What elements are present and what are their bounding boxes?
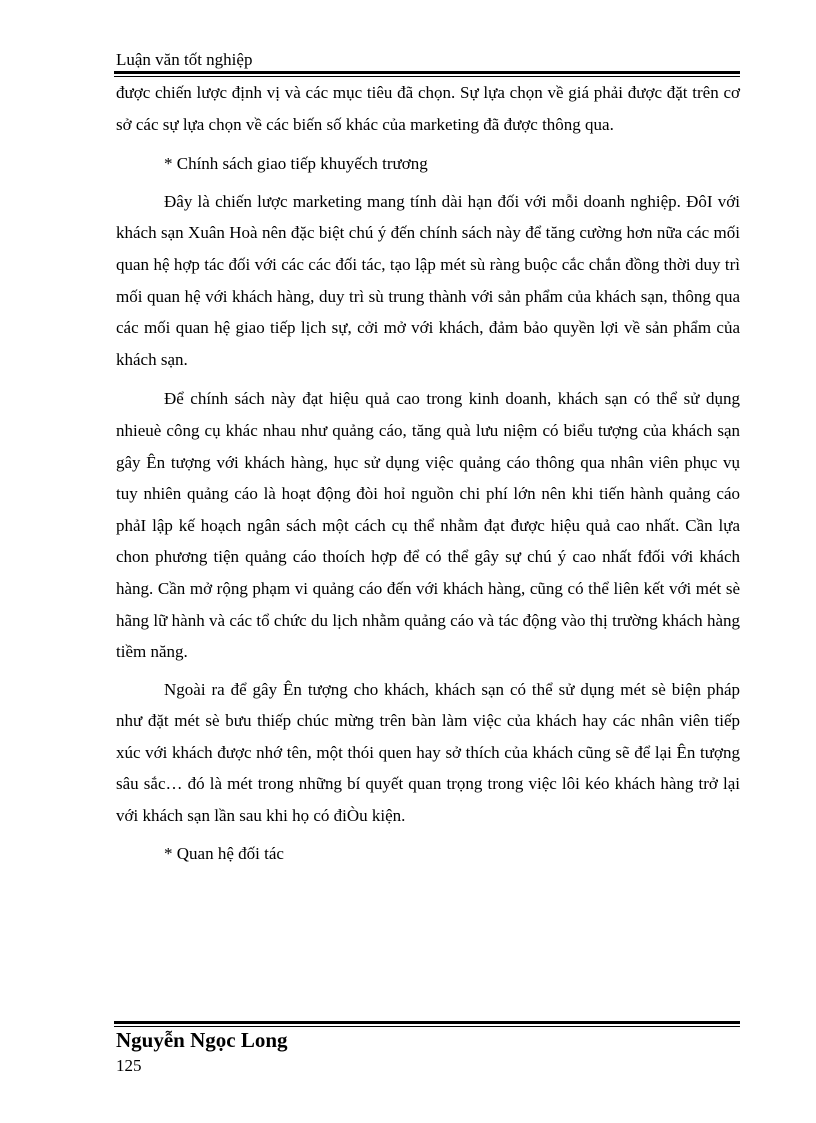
- section-heading-promotion-policy: * Chính sách giao tiếp khuyếch trương: [164, 154, 428, 174]
- page-number: 125: [116, 1056, 142, 1075]
- header-rule-thick: [114, 71, 740, 74]
- page-header-title: Luận văn tốt nghiệp: [116, 50, 253, 69]
- document-body: [116, 77, 740, 869]
- paragraph-advertising: Để chính sách này đạt hiệu quả cao trong kinh doanh, khách sạn có thể sử dụng nhieuè công cụ khác nhau như quảng cáo, tăng quà lưu niệm có biểu tượng của khách sạn gây Ên tượng với khách hàng, hục sử dụng việc quảng cáo thông qua nhân viên phục vụ tuy nhiên quảng cáo là hoạt động đòi hoỉ nguồn chi phí lớn nên khi tiến hành quảng cáo phảI lập kế hoạch ngân sách một cách cụ thể nhằm đạt được hiệu quả cao nhất. Cần lựa chon phương tiện quảng cáo thoích hợp để có thể gây sự chú ý cao nhất fđối với khách hàng. Cần mở rộng phạm vi quảng cáo đến với khách hàng, cũng có thể liên kết với mét sè hãng lữ hành và các tổ chức du lịch nhằm quảng cáo và tác động vào thị trường khách hàng tiềm năng.: [116, 389, 740, 662]
- footer-rule-thick: [114, 1021, 740, 1024]
- section-heading-partner-relations: * Quan hệ đối tác: [164, 843, 284, 863]
- paragraph-promotion-strategy: Đây là chiến lược marketing mang tính dài hạn đối với mỗi doanh nghiệp. ĐôI với khách sạn Xuân Hoà nên đặc biệt chú ý đến chính sách này để tăng cường hơn nữa các mối quan hệ hợp tác đối với các các đối tác, tạo lập mét sù ràng buộc cắc chắn đồng thời duy trì mối quan hệ với khách hàng, duy trì sù trung thành với sản phẩm của khách sạn, thông qua các mối quan hệ giao tiếp lịch sự, cởi mở với khách, đảm bảo quyền lợi về sản phẩm của khách sạn.: [116, 191, 740, 369]
- footer-rule-thin: [114, 1026, 740, 1027]
- footer-author-name: Nguyễn Ngọc Long: [116, 1028, 288, 1052]
- paragraph-impression: Ngoài ra để gây Ên tượng cho khách, khách sạn có thể sử dụng mét sè biện pháp như đặt mét sè bưu thiếp chúc mừng trên bàn làm việc của khách hay các nhân viên tiếp xúc với khách được nhớ tên, một thói quen hay sở thích của khách cũng sẽ để lại Ên tượng sâu sắc… đó là mét trong những bí quyết quan trọng trong việc lôi kéo khách hàng trở lại với khách sạn lần sau khi họ có điÒu kiện.: [116, 679, 740, 826]
- paragraph-continuation: được chiến lược định vị và các mục tiêu đã chọn. Sự lựa chọn về giá phải được đặt trên cơ sở các sự lựa chọn về các biến số khác của marketing đã được thông qua.: [116, 83, 740, 134]
